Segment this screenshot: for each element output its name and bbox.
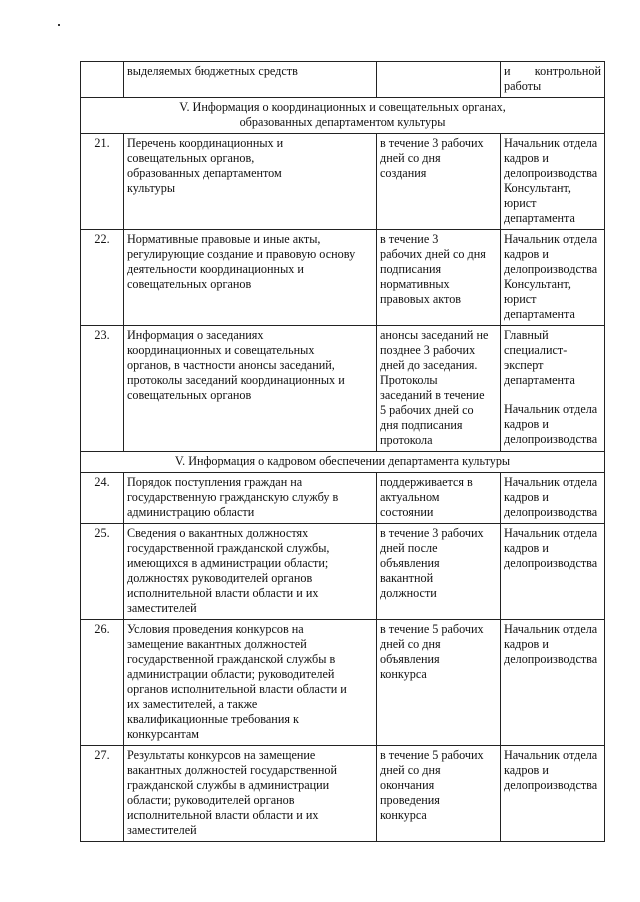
deadline-line: объявления [380,556,440,570]
deadline-line: протокола [380,433,433,447]
description-line: регулирующие создание и правовую основу [127,247,356,261]
responsible-cell [501,746,605,842]
description-line: заместителей [127,823,197,837]
row-number: 21. [81,134,124,230]
table-row [81,134,605,230]
deadline-line: дней со дня [380,637,441,651]
table-row [81,473,605,524]
row-number: 26. [81,620,124,746]
description-line: культуры [127,181,176,195]
responsible-cell [501,62,605,98]
responsible-line: Консультант, [504,277,571,291]
description-line: вакантных должностей государственной [127,763,337,777]
responsible-cell [501,524,605,620]
description-line: имеющихся в администрации области; [127,556,329,570]
description-line: Результаты конкурсов на замещение [127,748,316,762]
responsible-line: департамента [504,307,575,321]
description-line: координационных и совещательных [127,343,315,357]
deadline-cell [377,230,501,326]
responsible-line: Главный [504,328,549,342]
responsible-line: Начальник отдела [504,748,598,762]
section-header-row [81,98,605,134]
info-description [124,62,377,98]
deadline-cell [377,620,501,746]
responsible-line: делопроизводства [504,652,598,666]
deadline-line: дней со дня [380,763,441,777]
row-number: 24. [81,473,124,524]
stray-dot [58,24,60,26]
responsible-line: юрист [504,196,537,210]
deadline-line: дней после [380,541,438,555]
info-table [80,61,605,842]
responsible-line: Начальник отдела [504,402,598,416]
responsible-line: кадров и [504,490,549,504]
deadline-line: вакантной [380,571,434,585]
deadline-line: правовых актов [380,292,462,306]
deadline-line: объявления [380,652,440,666]
responsible-line: делопроизводства [504,556,598,570]
responsible-word: и [504,64,511,78]
deadline-line: проведения [380,793,440,807]
responsible-line: Консультант, [504,181,571,195]
table-row [81,230,605,326]
description-line: Информация о заседаниях [127,328,264,342]
description-line: исполнительной власти области и их [127,586,319,600]
responsible-line: делопроизводства [504,505,598,519]
section-title [81,452,605,473]
responsible-line: специалист- [504,343,568,357]
responsible-line: эксперт [504,358,544,372]
deadline-line: рабочих дней со дня [380,247,486,261]
responsible-line: кадров и [504,417,549,431]
description-line: органов, в частности анонсы заседаний, [127,358,335,372]
description-line: заместителей [127,601,197,615]
table-row [81,326,605,452]
responsible-line: делопроизводства [504,432,598,446]
description-line: гражданской службы в администрации [127,778,330,792]
responsible-line: Начальник отдела [504,475,598,489]
row-number: 27. [81,746,124,842]
deadline-line: нормативных [380,277,450,291]
description-line: государственной гражданской службы в [127,652,336,666]
deadline-cell [377,62,501,98]
deadline-line: должности [380,586,437,600]
deadline-line: Протоколы [380,373,438,387]
deadline-line: дня подписания [380,418,463,432]
description-line: замещение вакантных должностей [127,637,307,651]
blank-line [504,388,601,402]
description-line: области; руководителей органов [127,793,295,807]
description-line: Условия проведения конкурсов на [127,622,304,636]
description-line: совещательных органов, [127,151,255,165]
deadline-line: в течение 5 рабочих [380,622,484,636]
info-description [124,326,377,452]
deadline-cell [377,524,501,620]
info-description [124,524,377,620]
responsible-word: контрольной [534,64,601,78]
description-line: выделяемых бюджетных средств [127,64,298,78]
description-line: Порядок поступления граждан на [127,475,303,489]
deadline-cell [377,326,501,452]
responsible-line: делопроизводства [504,166,598,180]
info-description [124,134,377,230]
info-description [124,620,377,746]
deadline-line: создания [380,166,427,180]
responsible-line: департамента [504,211,575,225]
section-title [81,98,605,134]
responsible-line: Начальник отдела [504,526,598,540]
responsible-cell [501,326,605,452]
responsible-line: Начальник отдела [504,136,598,150]
deadline-line: окончания [380,778,435,792]
section-title-line: образованных департаментом культуры [239,115,446,129]
row-number: 25. [81,524,124,620]
section-header-row [81,452,605,473]
description-line: совещательных органов [127,388,252,402]
deadline-line: анонсы заседаний не [380,328,489,342]
responsible-line [504,64,601,79]
responsible-line: кадров и [504,763,549,777]
responsible-line: кадров и [504,151,549,165]
description-line: квалификационные требования к [127,712,299,726]
responsible-line: Начальник отдела [504,622,598,636]
description-line: конкурсантам [127,727,199,741]
info-description [124,230,377,326]
info-description [124,746,377,842]
deadline-cell [377,746,501,842]
info-table-body [81,62,605,842]
responsible-line: юрист [504,292,537,306]
deadline-line: актуальном [380,490,440,504]
table-row [81,746,605,842]
table-row [81,524,605,620]
description-line: деятельности координационных и [127,262,304,276]
deadline-cell [377,134,501,230]
deadline-cell [377,473,501,524]
table-row [81,620,605,746]
deadline-line: поддерживается в [380,475,473,489]
responsible-line: делопроизводства [504,262,598,276]
deadline-line: в течение 3 рабочих [380,526,484,540]
deadline-line: 5 рабочих дней со [380,403,474,417]
description-line: Нормативные правовые и иные акты, [127,232,321,246]
section-title-line: V. Информация о кадровом обеспечении департамента культуры [174,454,511,468]
responsible-cell [501,230,605,326]
deadline-line: конкурса [380,808,427,822]
responsible-line: работы [504,79,542,93]
deadline-line: состоянии [380,505,434,519]
description-line: государственную гражданскую службу в [127,490,339,504]
description-line: Сведения о вакантных должностях [127,526,309,540]
deadline-line: подписания [380,262,442,276]
description-line: протоколы заседаний координационных и [127,373,345,387]
deadline-line: в течение 3 рабочих [380,136,484,150]
description-line: их заместителей, а также [127,697,258,711]
deadline-line: позднее 3 рабочих [380,343,476,357]
description-line: органов исполнительной власти области и [127,682,347,696]
description-line: образованных департаментом [127,166,282,180]
deadline-line: дней до заседания. [380,358,478,372]
description-line: должностях руководителей органов [127,571,313,585]
deadline-line: в течение 5 рабочих [380,748,484,762]
description-line: администрацию области [127,505,255,519]
continuation-row [81,62,605,98]
description-line: совещательных органов [127,277,252,291]
responsible-line: кадров и [504,247,549,261]
row-number [81,62,124,98]
responsible-line: департамента [504,373,575,387]
responsible-line: Начальник отдела [504,232,598,246]
description-line: государственной гражданской службы, [127,541,330,555]
responsible-line: кадров и [504,637,549,651]
responsible-cell [501,473,605,524]
responsible-cell [501,620,605,746]
responsible-line: делопроизводства [504,778,598,792]
deadline-line: заседаний в течение [380,388,485,402]
deadline-line: в течение 3 [380,232,439,246]
description-line: Перечень координационных и [127,136,284,150]
description-line: исполнительной власти области и их [127,808,319,822]
row-number: 23. [81,326,124,452]
description-line: администрации области; руководителей [127,667,335,681]
info-description [124,473,377,524]
deadline-line: конкурса [380,667,427,681]
responsible-line: кадров и [504,541,549,555]
row-number: 22. [81,230,124,326]
responsible-cell [501,134,605,230]
deadline-line: дней со дня [380,151,441,165]
section-title-line: V. Информация о координационных и совещательных органах, [179,100,506,114]
